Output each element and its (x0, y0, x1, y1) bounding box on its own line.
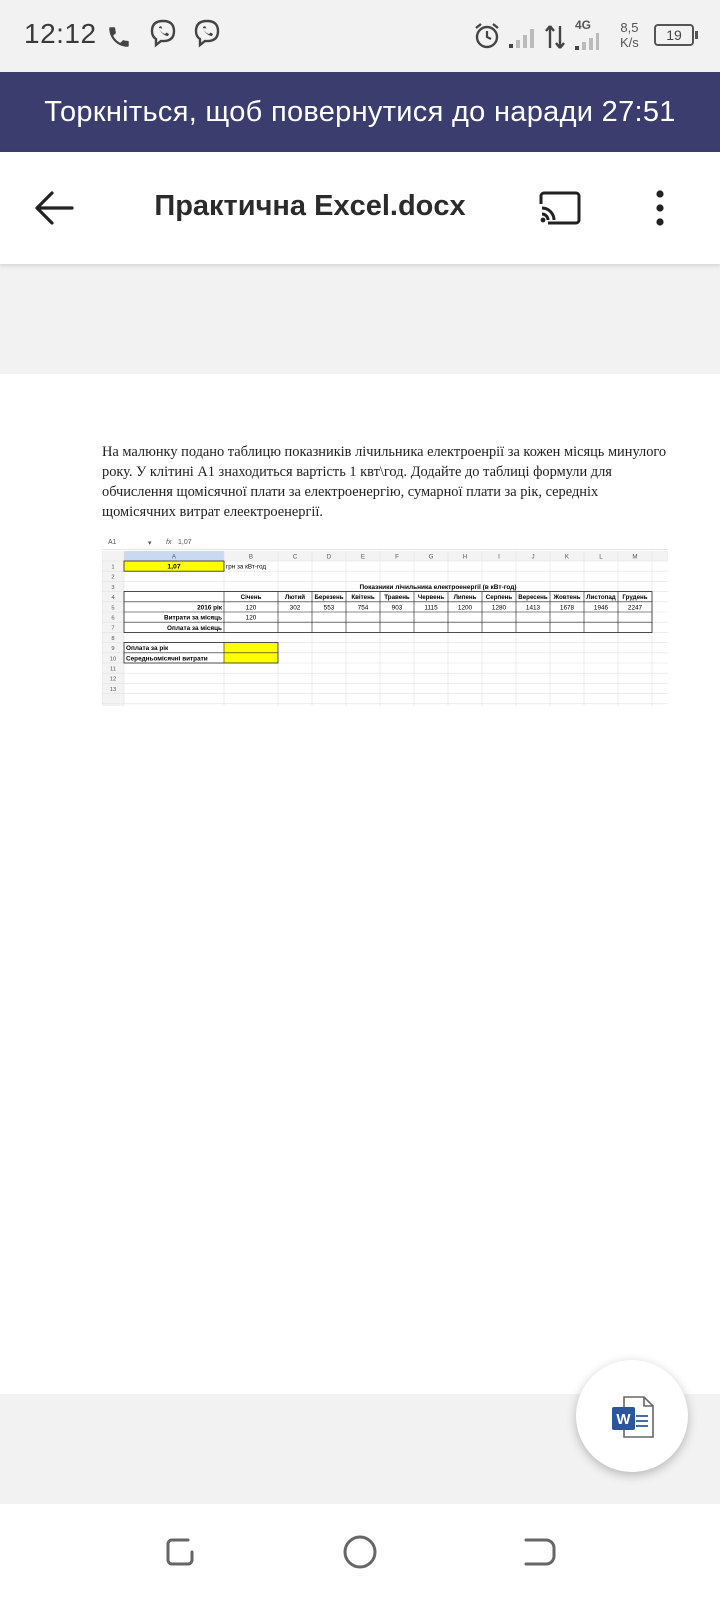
year-value: 553 (323, 604, 335, 612)
month-header: Вересень (518, 594, 548, 602)
phone-icon (106, 24, 132, 50)
speed-value: 8,5 (620, 20, 639, 35)
column-letter: D (326, 553, 332, 561)
year-value: 1946 (593, 604, 609, 612)
month-header: Листопад (586, 594, 616, 602)
column-letter: K (564, 553, 570, 561)
column-letter: E (360, 553, 366, 561)
row-number: 8 (111, 635, 115, 642)
viber-icon (192, 18, 222, 50)
signal-icon (574, 32, 600, 50)
year-label: 2016 рік (197, 604, 222, 612)
column-letter: L (599, 553, 603, 561)
network-speed (620, 20, 639, 50)
cell-reference: A1 (108, 539, 117, 546)
row-number: 1 (111, 564, 115, 571)
document-page[interactable] (0, 374, 720, 1394)
column-letter: J (531, 553, 535, 561)
column-letter: A (171, 553, 177, 561)
row-number: 2 (111, 574, 115, 581)
month-header: Червень (417, 594, 445, 602)
month-header: Грудень (622, 594, 648, 602)
formula-bar: A1 ▾ fx 1,07 (102, 536, 668, 550)
column-letter: B (248, 553, 254, 561)
year-value: 1280 (491, 604, 507, 612)
row-number: 7 (111, 625, 115, 632)
document-paragraph: На малюнку подано таблицю показників лічильника електроенрії за кожен місяць минулого року. У клітині А1 знаходиться вартість 1 квт\год. Додайте до таблиці формули для обчислення щомісячної плати за електроенергію, сумарної плати за рік, середніх щомісячних витрат елеектроенергії. (102, 444, 667, 520)
month-header: Березень (314, 594, 344, 602)
table-title: Показники лічильника електроенергії (в кВт-год) (359, 584, 517, 591)
cell-b1-label: грн за кВт-год (226, 563, 267, 571)
spreadsheet-image (102, 536, 668, 706)
row6-b-value: 120 (245, 614, 257, 622)
row-number: 6 (111, 615, 115, 622)
alarm-icon (473, 22, 501, 50)
row-number: 9 (111, 646, 115, 653)
spreadsheet-grid (102, 551, 668, 706)
month-header: Січень (240, 594, 262, 602)
back-icon[interactable] (520, 1532, 560, 1572)
cast-icon[interactable] (538, 188, 582, 228)
row-number: 5 (111, 605, 115, 612)
year-value: 1413 (525, 604, 541, 612)
month-header: Травень (384, 594, 410, 602)
year-value: 754 (357, 604, 369, 612)
signal-icon (508, 26, 536, 48)
column-letter: C (292, 553, 298, 561)
month-header: Квітень (351, 594, 375, 602)
row10-label: Середньомісячні витрати (126, 655, 208, 663)
year-value: 1115 (424, 604, 438, 612)
column-letter: I (498, 553, 500, 561)
status-bar (0, 0, 720, 72)
row7-label: Оплата за місяць (167, 624, 222, 632)
year-value: 1678 (559, 604, 575, 612)
viber-icon (148, 18, 178, 50)
app-bar (0, 152, 720, 264)
data-arrows-icon (544, 24, 566, 50)
column-letter: F (395, 553, 399, 561)
row6-label: Витрати за місяць (163, 614, 222, 622)
column-letter: H (462, 553, 468, 561)
network-type: 4G (575, 18, 592, 32)
return-to-meeting-banner[interactable] (0, 72, 720, 152)
month-header: Липень (453, 594, 477, 602)
month-header: Лютий (284, 594, 306, 602)
recent-apps-icon[interactable] (160, 1532, 200, 1572)
row-number: 3 (111, 584, 115, 591)
cell-a1-value: 1,07 (167, 563, 181, 571)
word-icon (610, 1394, 656, 1440)
document-title: Практична Excel.docx (154, 190, 466, 222)
open-in-word-button[interactable] (576, 1360, 688, 1472)
year-value: 302 (289, 604, 301, 612)
year-value: 2247 (627, 604, 643, 612)
row-number: 12 (109, 676, 117, 683)
speed-unit: K/s (620, 35, 639, 50)
word-letter: W (616, 1411, 631, 1428)
fx-label: fx (166, 539, 172, 546)
row-number: 11 (109, 666, 117, 673)
viewer-background-top (0, 264, 720, 374)
year-value: 1200 (457, 604, 473, 612)
column-letter: G (428, 553, 434, 561)
status-time: 12:12 (24, 18, 97, 49)
battery-indicator: 19 (654, 24, 694, 46)
year-value: 120 (245, 604, 257, 612)
row9-label: Оплата за рік (126, 645, 169, 653)
home-icon[interactable] (340, 1532, 380, 1572)
row-number: 10 (109, 656, 117, 663)
meeting-banner-text: Торкніться, щоб повернутися до наради 27:51 (44, 95, 676, 128)
month-header: Серпень (485, 594, 513, 602)
back-arrow-icon[interactable] (32, 188, 76, 228)
row-number: 4 (111, 595, 115, 602)
more-vert-icon[interactable] (650, 186, 670, 230)
year-value: 903 (391, 604, 403, 612)
navigation-bar (0, 1504, 720, 1600)
formula-value: 1,07 (178, 539, 192, 546)
month-header: Жовтень (553, 594, 581, 602)
column-letter: M (632, 553, 638, 561)
row-number: 13 (109, 686, 117, 693)
